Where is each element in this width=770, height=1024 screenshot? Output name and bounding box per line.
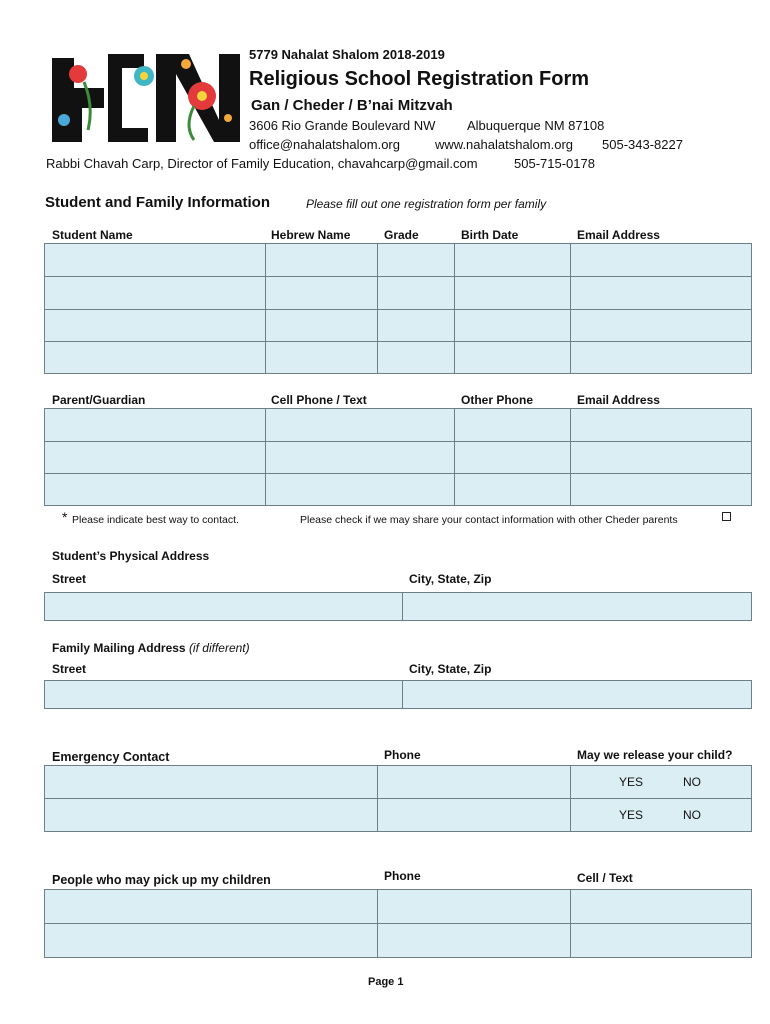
parent-name-field[interactable] — [44, 408, 266, 442]
emergency-title: Emergency Contact — [52, 750, 170, 764]
emergency-name-field[interactable] — [44, 765, 378, 799]
cell-phone-field[interactable] — [265, 473, 455, 506]
parent-email-field[interactable] — [570, 473, 752, 506]
physical-city-field[interactable] — [402, 592, 752, 621]
physical-street-field[interactable] — [44, 592, 403, 621]
parent-name-field[interactable] — [44, 473, 266, 506]
birth-date-field[interactable] — [454, 243, 571, 277]
pickup-cell-field[interactable] — [570, 889, 752, 924]
grade-field[interactable] — [377, 243, 455, 277]
col-hebrew-name: Hebrew Name — [271, 228, 351, 242]
col-email: Email Address — [577, 228, 660, 242]
grade-field[interactable] — [377, 309, 455, 342]
student-email-field[interactable] — [570, 309, 752, 342]
school-year: 5779 Nahalat Shalom 2018-2019 — [249, 47, 445, 62]
pickup-phone-field[interactable] — [377, 889, 571, 924]
release-no-option[interactable]: NO — [683, 775, 701, 789]
emergency-name-field[interactable] — [44, 798, 378, 832]
col-other-phone: Other Phone — [461, 393, 534, 407]
pickup-name-field[interactable] — [44, 889, 378, 924]
release-yes-option[interactable]: YES — [619, 808, 644, 822]
section-title-student: Student and Family Information — [45, 194, 271, 211]
office-email-link[interactable]: office@nahalatshalom.org — [249, 137, 400, 152]
cell-phone-field[interactable] — [265, 408, 455, 442]
pickup-cell-field[interactable] — [570, 923, 752, 958]
hebrew-name-field[interactable] — [265, 309, 378, 342]
mailing-title-note: (if different) — [188, 641, 250, 655]
emergency-phone-label: Phone — [384, 748, 421, 762]
physical-street-label: Street — [52, 572, 87, 586]
form-title: Religious School Registration Form — [249, 68, 590, 90]
city-address: Albuquerque NM 87108 — [467, 118, 605, 133]
birth-date-field[interactable] — [454, 341, 571, 374]
street-address: 3606 Rio Grande Boulevard NW — [249, 118, 436, 133]
hebrew-name-field[interactable] — [265, 341, 378, 374]
student-name-field[interactable] — [44, 341, 266, 374]
mailing-address-title — [52, 641, 250, 655]
other-phone-field[interactable] — [454, 408, 571, 442]
asterisk-mark: * — [62, 509, 68, 525]
parent-email-field[interactable] — [570, 441, 752, 474]
mailing-city-field[interactable] — [402, 680, 752, 709]
parent-name-field[interactable] — [44, 441, 266, 474]
hebrew-name-field[interactable] — [265, 243, 378, 277]
student-name-field[interactable] — [44, 309, 266, 342]
website-link[interactable]: www.nahalatshalom.org — [435, 137, 574, 152]
release-cell — [570, 798, 752, 832]
col-birth-date: Birth Date — [461, 228, 519, 242]
birth-date-field[interactable] — [454, 309, 571, 342]
release-no-option[interactable]: NO — [683, 808, 701, 822]
col-student-name: Student Name — [52, 228, 133, 242]
birth-date-field[interactable] — [454, 276, 571, 310]
physical-address-title: Student’s Physical Address — [52, 549, 210, 563]
director-line: Rabbi Chavah Carp, Director of Family Education, chavahcarp@gmail.com — [46, 156, 478, 171]
form-subtitle: Gan / Cheder / B’nai Mitzvah — [251, 97, 453, 114]
office-phone: 505-343-8227 — [602, 137, 683, 152]
share-contact-checkbox[interactable] — [722, 512, 731, 521]
emergency-phone-field[interactable] — [377, 765, 571, 799]
school-logo — [44, 46, 244, 146]
share-note: Please check if we may share your contact information with other Cheder parents — [300, 514, 678, 526]
release-cell — [570, 765, 752, 799]
student-email-field[interactable] — [570, 243, 752, 277]
physical-city-label: City, State, Zip — [409, 572, 492, 586]
release-label: May we release your child? — [577, 748, 733, 762]
mailing-street-label: Street — [52, 662, 87, 676]
col-grade: Grade — [384, 228, 419, 242]
other-phone-field[interactable] — [454, 473, 571, 506]
emergency-phone-field[interactable] — [377, 798, 571, 832]
mailing-city-label: City, State, Zip — [409, 662, 492, 676]
contact-note: Please indicate best way to contact. — [72, 514, 239, 526]
col-parent-email: Email Address — [577, 393, 660, 407]
pickup-phone-label: Phone — [384, 869, 421, 883]
hebrew-name-field[interactable] — [265, 276, 378, 310]
mailing-title-text: Family Mailing Address — [52, 641, 186, 655]
grade-field[interactable] — [377, 341, 455, 374]
student-name-field[interactable] — [44, 276, 266, 310]
pickup-name-field[interactable] — [44, 923, 378, 958]
grade-field[interactable] — [377, 276, 455, 310]
col-cell-phone: Cell Phone / Text — [271, 393, 367, 407]
other-phone-field[interactable] — [454, 441, 571, 474]
pickup-title: People who may pick up my children — [52, 873, 271, 887]
parent-email-field[interactable] — [570, 408, 752, 442]
cell-phone-field[interactable] — [265, 441, 455, 474]
director-phone: 505-715-0178 — [514, 156, 595, 171]
student-name-field[interactable] — [44, 243, 266, 277]
pickup-phone-field[interactable] — [377, 923, 571, 958]
mailing-street-field[interactable] — [44, 680, 403, 709]
section-note: Please fill out one registration form per family — [306, 197, 547, 211]
col-parent-guardian: Parent/Guardian — [52, 393, 146, 407]
pickup-cell-label: Cell / Text — [577, 871, 633, 885]
student-email-field[interactable] — [570, 341, 752, 374]
student-email-field[interactable] — [570, 276, 752, 310]
page-number: Page 1 — [368, 976, 404, 988]
release-yes-option[interactable]: YES — [619, 775, 644, 789]
